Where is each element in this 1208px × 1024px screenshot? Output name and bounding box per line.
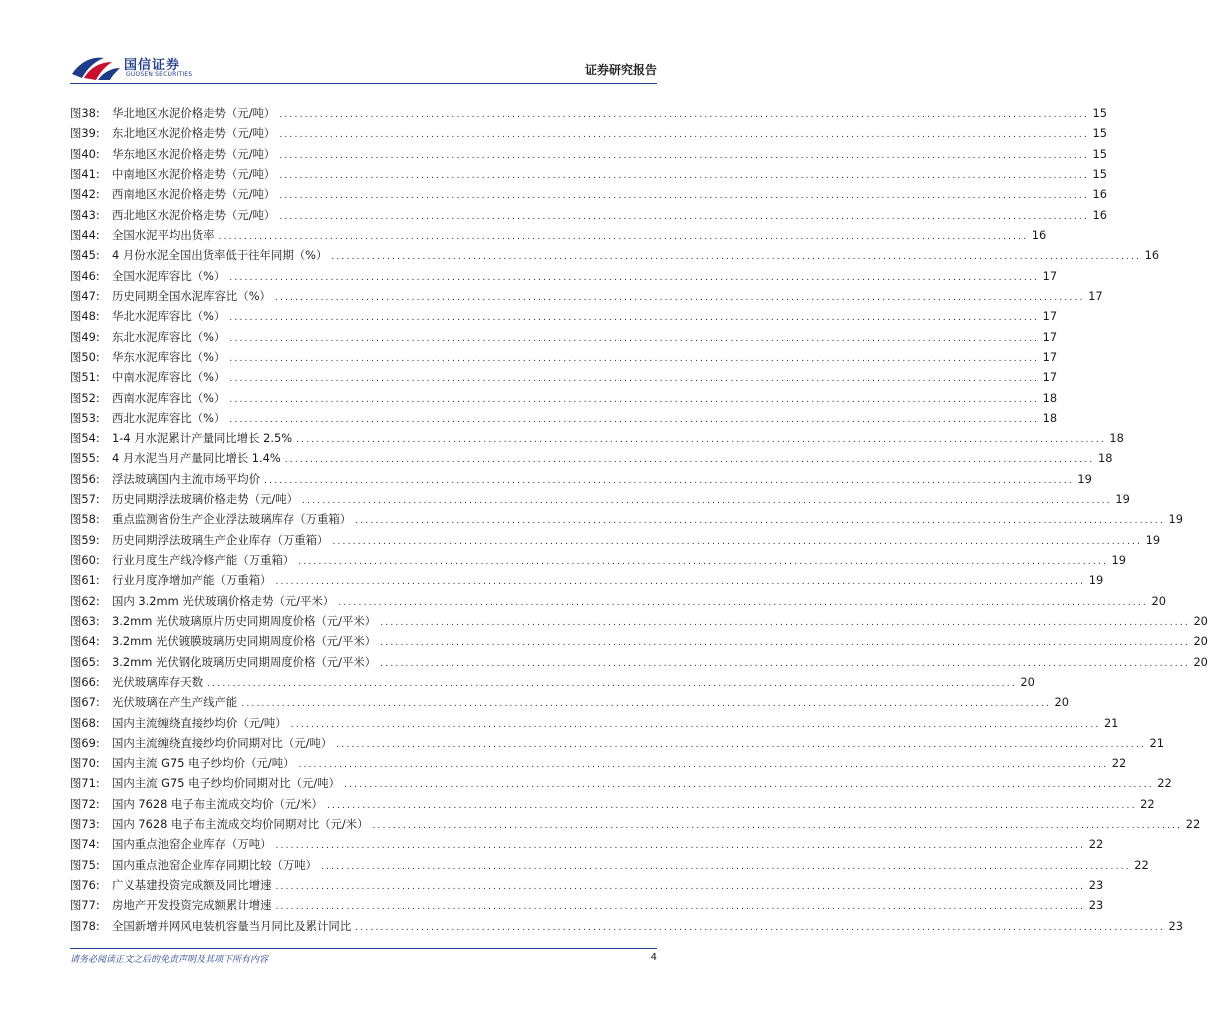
figure-title: 华北地区水泥价格走势（元/吨）: [112, 106, 276, 121]
figure-title: 4 月份水泥全国出货率低于往年同期（%）: [112, 248, 328, 263]
toc-entry[interactable]: [70, 672, 1035, 692]
footer-disclaimer: 请务必阅读正文之后的免责声明及其项下所有内容: [70, 955, 269, 965]
figure-title: 东北地区水泥价格走势（元/吨）: [112, 126, 276, 141]
page-ref: 17: [1042, 349, 1058, 364]
figure-number: 图41:: [70, 167, 100, 182]
figure-number: 图76:: [70, 878, 100, 893]
page-ref: 20: [1020, 674, 1035, 689]
figure-number: 图67:: [70, 695, 100, 710]
figure-title: 历史同期浮法玻璃价格走势（元/吨）: [112, 492, 299, 507]
toc-entry[interactable]: [70, 550, 1126, 570]
leader-dots: ................................................................................................................................................................: [296, 435, 1106, 446]
leader-dots: ................................................................................................................................................................: [275, 577, 1086, 588]
leader-dots: ................................................................................................................................................................: [380, 617, 1190, 628]
page-ref: 22: [1088, 837, 1104, 852]
toc-entry[interactable]: [70, 489, 1130, 509]
figure-number: 图40:: [70, 146, 100, 161]
figure-title: 重点监测省份生产企业浮法玻璃库存（万重箱）: [112, 512, 352, 527]
figure-title: 历史同期浮法玻璃生产企业库存（万重箱）: [112, 532, 329, 547]
page-ref: 21: [1103, 715, 1119, 730]
leader-dots: ................................................................................................................................................................: [279, 110, 1090, 121]
leader-dots: ................................................................................................................................................................: [229, 414, 1040, 425]
leader-dots: ................................................................................................................................................................: [298, 557, 1108, 568]
leader-dots: ................................................................................................................................................................: [275, 882, 1086, 893]
leader-dots: ................................................................................................................................................................: [279, 130, 1090, 141]
page-ref: 19: [1168, 512, 1183, 527]
page-ref: 15: [1092, 167, 1108, 182]
leader-dots: ................................................................................................................................................................: [279, 191, 1090, 202]
toc-entry[interactable]: [70, 916, 1183, 936]
figure-number: 图56:: [70, 471, 100, 486]
figure-title: 1-4 月水泥累计产量同比增长 2.5%: [112, 431, 293, 446]
toc-entry[interactable]: [70, 448, 1113, 468]
page-ref: 23: [1088, 898, 1104, 913]
figure-title: 国内主流缠绕直接纱均价（元/吨）: [112, 715, 287, 730]
figure-number: 图72:: [70, 796, 100, 811]
figure-title: 国内主流 G75 电子纱均价同期对比（元/吨）: [112, 776, 341, 791]
figure-title: 西南地区水泥价格走势（元/吨）: [112, 187, 276, 202]
guosen-logo-icon: [70, 52, 122, 82]
figure-number: 图73:: [70, 817, 100, 832]
page-ref: 16: [1144, 248, 1160, 263]
page-ref: 17: [1042, 268, 1058, 283]
toc-entry[interactable]: [70, 286, 1103, 306]
figure-title: 国内重点池窑企业库存同期比较（万吨）: [112, 857, 318, 872]
toc-entry[interactable]: [70, 651, 1208, 671]
figure-number: 图57:: [70, 492, 100, 507]
figure-number: 图64:: [70, 634, 100, 649]
figure-number: 图69:: [70, 735, 100, 750]
figure-number: 图52:: [70, 390, 100, 405]
toc-entry[interactable]: [70, 428, 1124, 448]
figure-title: 中南水泥库容比（%）: [112, 370, 226, 385]
page-ref: 18: [1042, 410, 1058, 425]
figure-title: 西北水泥库容比（%）: [112, 410, 226, 425]
page-ref: 17: [1042, 329, 1058, 344]
page-ref: 22: [1111, 756, 1127, 771]
figure-number: 图68:: [70, 715, 100, 730]
figure-list: [70, 103, 1208, 936]
toc-entry[interactable]: [70, 245, 1160, 265]
figure-number: 图38:: [70, 106, 100, 121]
page-ref: 22: [1140, 796, 1155, 811]
leader-dots: ................................................................................................................................................................: [298, 760, 1109, 771]
figure-number: 图44:: [70, 228, 100, 243]
page-ref: 15: [1092, 146, 1108, 161]
page-ref: 19: [1145, 532, 1161, 547]
toc-entry[interactable]: [70, 530, 1161, 550]
page-ref: 22: [1157, 776, 1172, 791]
logo-chinese-name: 国信证券: [124, 58, 181, 73]
page-ref: 19: [1111, 553, 1126, 568]
figure-number: 图55:: [70, 451, 100, 466]
toc-entry[interactable]: [70, 631, 1208, 651]
figure-title: 全国水泥库容比（%）: [112, 268, 226, 283]
leader-dots: ................................................................................................................................................................: [229, 394, 1040, 405]
figure-title: 4 月水泥当月产量同比增长 1.4%: [112, 451, 281, 466]
leader-dots: ................................................................................................................................................................: [332, 536, 1143, 547]
toc-entry[interactable]: [70, 205, 1108, 225]
leader-dots: ................................................................................................................................................................: [380, 658, 1190, 669]
page-ref: 16: [1092, 187, 1108, 202]
figure-title: 广义基建投资完成额及同比增速: [112, 878, 272, 893]
figure-number: 图39:: [70, 126, 100, 141]
toc-entry[interactable]: [70, 347, 1058, 367]
figure-title: 华北水泥库容比（%）: [112, 309, 226, 324]
figure-number: 图58:: [70, 512, 100, 527]
leader-dots: ................................................................................................................................................................: [344, 780, 1154, 791]
figure-number: 图45:: [70, 248, 100, 263]
figure-number: 图63:: [70, 613, 100, 628]
figure-title: 行业月度净增加产能（万重箱）: [112, 573, 272, 588]
figure-title: 国内主流缠绕直接纱均价同期对比（元/吨）: [112, 735, 333, 750]
figure-number: 图48:: [70, 309, 100, 324]
figure-number: 图42:: [70, 187, 100, 202]
figure-number: 图54:: [70, 431, 100, 446]
toc-entry[interactable]: [70, 591, 1166, 611]
toc-entry[interactable]: [70, 144, 1108, 164]
page-ref: 22: [1185, 817, 1201, 832]
toc-entry[interactable]: [70, 408, 1058, 428]
leader-dots: ................................................................................................................................................................: [241, 699, 1052, 710]
page-ref: 20: [1193, 634, 1208, 649]
page-ref: 20: [1193, 654, 1208, 669]
page-ref: 23: [1088, 878, 1104, 893]
figure-number: 图61:: [70, 573, 100, 588]
leader-dots: ................................................................................................................................................................: [275, 841, 1086, 852]
figure-title: 3.2mm 光伏钢化玻璃历史同期周度价格（元/平米）: [112, 654, 377, 669]
page-ref: 18: [1109, 431, 1124, 446]
toc-entry[interactable]: [70, 794, 1155, 814]
figure-number: 图47:: [70, 288, 100, 303]
leader-dots: ................................................................................................................................................................: [229, 333, 1040, 344]
logo-english-name: GUOSEN SECURITIES: [126, 71, 193, 78]
page-ref: 20: [1151, 593, 1166, 608]
leader-dots: ................................................................................................................................................................: [275, 902, 1086, 913]
toc-entry[interactable]: [70, 875, 1104, 895]
leader-dots: ................................................................................................................................................................: [302, 496, 1112, 507]
leader-dots: ................................................................................................................................................................: [218, 232, 1029, 243]
report-type-label: 证券研究报告: [584, 63, 657, 77]
figure-title: 全国新增并网风电装机容量当月同比及累计同比: [112, 918, 352, 933]
page-ref: 15: [1092, 106, 1108, 121]
figure-title: 国内主流 G75 电子纱均价（元/吨）: [112, 756, 295, 771]
figure-title: 华东地区水泥价格走势（元/吨）: [112, 146, 276, 161]
leader-dots: ................................................................................................................................................................: [290, 719, 1101, 730]
toc-entry[interactable]: [70, 367, 1058, 387]
leader-dots: ................................................................................................................................................................: [279, 211, 1090, 222]
toc-entry[interactable]: [70, 834, 1104, 854]
toc-entry[interactable]: [70, 509, 1183, 529]
figure-number: 图62:: [70, 593, 100, 608]
company-logo: [70, 52, 270, 82]
toc-entry[interactable]: [70, 184, 1108, 204]
figure-number: 图65:: [70, 654, 100, 669]
figure-title: 浮法玻璃国内主流市场平均价: [112, 471, 261, 486]
toc-entry[interactable]: [70, 712, 1119, 732]
leader-dots: ................................................................................................................................................................: [336, 739, 1146, 750]
page-ref: 19: [1088, 573, 1104, 588]
figure-title: 3.2mm 光伏玻璃原片历史同期周度价格（元/平米）: [112, 613, 377, 628]
leader-dots: ................................................................................................................................................................: [380, 638, 1190, 649]
leader-dots: ................................................................................................................................................................: [372, 821, 1183, 832]
figure-title: 国内 3.2mm 光伏玻璃价格走势（元/平米）: [112, 593, 335, 608]
leader-dots: ................................................................................................................................................................: [284, 455, 1095, 466]
figure-number: 图53:: [70, 410, 100, 425]
figure-title: 西北地区水泥价格走势（元/吨）: [112, 207, 276, 222]
page-ref: 20: [1193, 613, 1208, 628]
page-ref: 23: [1168, 918, 1183, 933]
toc-entry[interactable]: [70, 266, 1058, 286]
toc-entry[interactable]: [70, 895, 1104, 915]
page-ref: 17: [1042, 370, 1058, 385]
page-ref: 19: [1115, 492, 1130, 507]
figure-number: 图75:: [70, 857, 100, 872]
figure-title: 国内 7628 电子布主流成交均价（元/米）: [112, 796, 323, 811]
leader-dots: ................................................................................................................................................................: [326, 800, 1137, 811]
page-ref: 16: [1031, 228, 1047, 243]
toc-entry[interactable]: [70, 469, 1092, 489]
figure-number: 图71:: [70, 776, 100, 791]
toc-entry[interactable]: [70, 611, 1208, 631]
figure-number: 图50:: [70, 349, 100, 364]
figure-number: 图43:: [70, 207, 100, 222]
figure-number: 图49:: [70, 329, 100, 344]
leader-dots: ................................................................................................................................................................: [338, 597, 1148, 608]
toc-entry[interactable]: [70, 733, 1164, 753]
leader-dots: ................................................................................................................................................................: [229, 313, 1040, 324]
page-ref: 17: [1042, 309, 1058, 324]
figure-number: 图66:: [70, 674, 100, 689]
figure-title: 中南地区水泥价格走势（元/吨）: [112, 167, 276, 182]
figure-number: 图74:: [70, 837, 100, 852]
toc-entry[interactable]: [70, 855, 1149, 875]
figure-title: 房地产开发投资完成额累计增速: [112, 898, 272, 913]
header-divider: [70, 83, 657, 84]
figure-title: 国内重点池窑企业库存（万吨）: [112, 837, 272, 852]
leader-dots: ................................................................................................................................................................: [331, 252, 1142, 263]
toc-entry[interactable]: [70, 103, 1108, 123]
leader-dots: ................................................................................................................................................................: [229, 374, 1040, 385]
page-ref: 18: [1097, 451, 1113, 466]
page-number: 4: [650, 952, 657, 963]
figure-title: 全国水泥平均出货率: [112, 228, 215, 243]
page-ref: 17: [1088, 288, 1103, 303]
figure-number: 图70:: [70, 756, 100, 771]
figure-title: 西南水泥库容比（%）: [112, 390, 226, 405]
figure-title: 历史同期全国水泥库容比（%）: [112, 288, 271, 303]
page-ref: 18: [1042, 390, 1058, 405]
leader-dots: ................................................................................................................................................................: [355, 516, 1165, 527]
figure-title: 国内 7628 电子布主流成交均价同期对比（元/米）: [112, 817, 369, 832]
toc-entry[interactable]: [70, 326, 1058, 346]
figure-number: 图60:: [70, 553, 100, 568]
page-ref: 19: [1077, 471, 1092, 486]
toc-entry[interactable]: [70, 773, 1172, 793]
toc-entry[interactable]: [70, 306, 1058, 326]
toc-entry[interactable]: [70, 387, 1058, 407]
figure-title: 行业月度生产线冷修产能（万重箱）: [112, 553, 295, 568]
leader-dots: ................................................................................................................................................................: [355, 922, 1165, 933]
toc-entry[interactable]: [70, 123, 1108, 143]
page-ref: 16: [1092, 207, 1108, 222]
leader-dots: ................................................................................................................................................................: [321, 861, 1131, 872]
leader-dots: ................................................................................................................................................................: [264, 475, 1074, 486]
toc-entry[interactable]: [70, 753, 1127, 773]
leader-dots: ................................................................................................................................................................: [279, 171, 1090, 182]
figure-title: 光伏玻璃在产生产线产能: [112, 695, 238, 710]
toc-entry[interactable]: [70, 814, 1201, 834]
toc-entry[interactable]: [70, 225, 1047, 245]
page-ref: 15: [1092, 126, 1108, 141]
leader-dots: ................................................................................................................................................................: [274, 292, 1085, 303]
figure-number: 图59:: [70, 532, 100, 547]
figure-title: 光伏玻璃库存天数: [112, 674, 204, 689]
toc-entry[interactable]: [70, 570, 1104, 590]
footer-divider: [70, 948, 657, 949]
toc-entry[interactable]: [70, 164, 1108, 184]
leader-dots: ................................................................................................................................................................: [229, 272, 1040, 283]
leader-dots: ................................................................................................................................................................: [207, 678, 1017, 689]
figure-number: 图78:: [70, 918, 100, 933]
toc-entry[interactable]: [70, 692, 1070, 712]
page-header: [70, 50, 657, 84]
figure-number: 图51:: [70, 370, 100, 385]
figure-title: 华东水泥库容比（%）: [112, 349, 226, 364]
leader-dots: ................................................................................................................................................................: [229, 353, 1040, 364]
figure-title: 3.2mm 光伏镀膜玻璃历史同期周度价格（元/平米）: [112, 634, 377, 649]
figure-number: 图46:: [70, 268, 100, 283]
figure-title: 东北水泥库容比（%）: [112, 329, 226, 344]
page-ref: 20: [1054, 695, 1070, 710]
leader-dots: ................................................................................................................................................................: [279, 150, 1090, 161]
figure-number: 图77:: [70, 898, 100, 913]
page-ref: 21: [1149, 735, 1164, 750]
page-ref: 22: [1134, 857, 1149, 872]
